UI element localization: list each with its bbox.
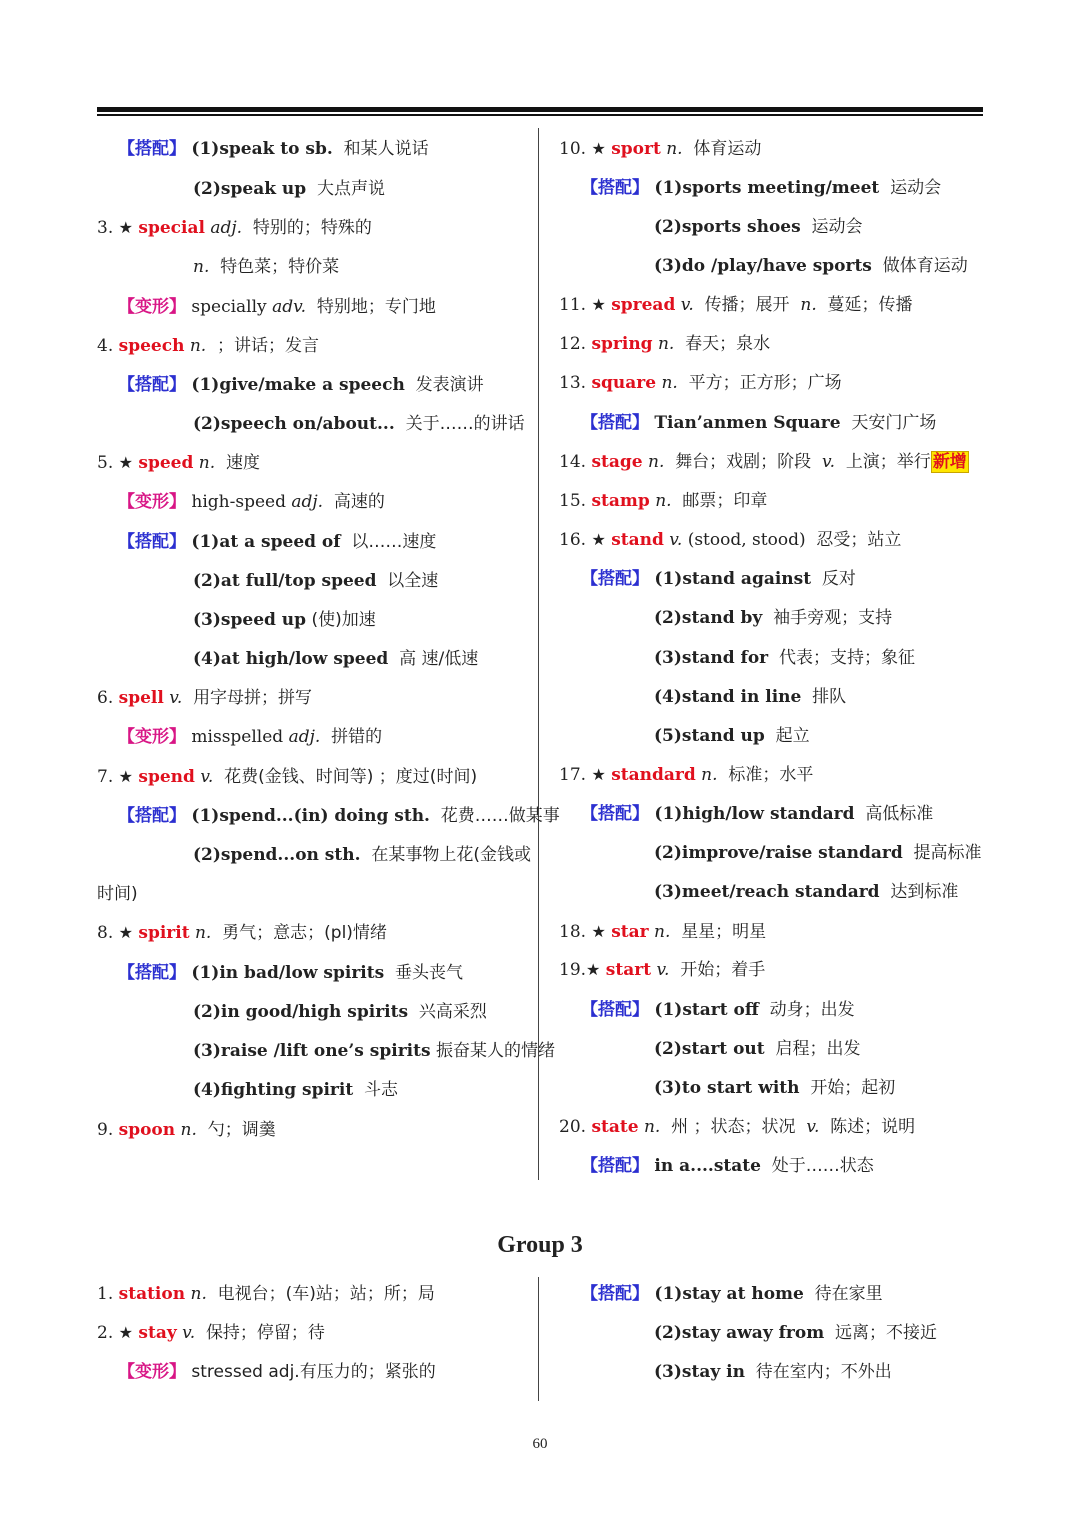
entry-line: (2)spend...on sth. 在某事物上花(金钱或 — [193, 845, 531, 865]
variant-tag: 【变形】 — [118, 492, 186, 512]
collocation-tag: 【搭配】 — [581, 569, 649, 589]
word-entry: 10. ★ sport n. 体育运动 — [559, 139, 762, 159]
word-entry: 6. spell v. 用字母拼；拼写 — [97, 688, 313, 708]
entry-line: 【搭配】 (1)high/low standard 高低标准 — [581, 804, 934, 824]
new-badge: 新增 — [932, 452, 967, 472]
header-rule-thick — [97, 107, 983, 112]
star-icon: ★ — [591, 295, 606, 314]
star-icon: ★ — [586, 960, 601, 979]
word-entry: 17. ★ standard n. 标准；水平 — [559, 765, 814, 785]
collocation-tag: 【搭配】 — [581, 1284, 649, 1304]
word-entry: 15. stamp n. 邮票；印章 — [559, 491, 768, 511]
collocation-tag: 【搭配】 — [118, 375, 186, 395]
page-number: 60 — [532, 1436, 548, 1452]
entry-line: 时间) — [97, 884, 138, 904]
word-entry: 20. state n. 州 ；状态；状况 v. 陈述；说明 — [559, 1117, 916, 1137]
word-entry: 1. station n. 电视台；(车)站；站；所；局 — [97, 1284, 435, 1304]
collocation-tag: 【搭配】 — [118, 139, 186, 159]
entry-line: (2)sports shoes 运动会 — [654, 217, 863, 237]
entry-line: (2)in good/high spirits 兴高采烈 — [193, 1002, 487, 1022]
star-icon: ★ — [118, 767, 133, 786]
star-icon: ★ — [118, 923, 133, 942]
column-divider-bottom — [538, 1277, 539, 1401]
variant-tag: 【变形】 — [118, 1362, 186, 1382]
word-entry: 5. ★ speed n. 速度 — [97, 453, 260, 473]
header-rule-thin — [97, 114, 983, 116]
collocation-tag: 【搭配】 — [581, 1000, 649, 1020]
entry-line: (2)improve/raise standard 提高标准 — [654, 843, 982, 863]
collocation-tag: 【搭配】 — [581, 413, 649, 433]
star-icon: ★ — [591, 922, 606, 941]
column-divider-top — [538, 128, 539, 1180]
entry-line: (3)meet/reach standard 达到标准 — [654, 882, 959, 902]
star-icon: ★ — [591, 530, 606, 549]
star-icon: ★ — [118, 453, 133, 472]
collocation-tag: 【搭配】 — [581, 804, 649, 824]
entry-line: 【搭配】 (1)in bad/low spirits 垂头丧气 — [118, 963, 463, 983]
entry-line: (3)raise /lift one’s spirits 振奋某人的情绪 — [193, 1041, 555, 1061]
word-entry: 9. spoon n. 勺；调羹 — [97, 1120, 276, 1140]
entry-line: 【变形】 stressed adj.有压力的；紧张的 — [118, 1362, 436, 1382]
entry-line: 【搭配】 (1)speak to sb. 和某人说话 — [118, 139, 429, 159]
entry-line: 【变形】 specially adv. 特别地；专门地 — [118, 297, 436, 317]
word-entry: 18. ★ star n. 星星；明星 — [559, 922, 767, 942]
entry-line: (2)speech on/about... 关于……的讲话 — [193, 414, 525, 434]
star-icon: ★ — [118, 218, 133, 237]
entry-line: (2)stand by 袖手旁观；支持 — [654, 608, 893, 628]
collocation-tag: 【搭配】 — [118, 963, 186, 983]
word-entry: 19.★ start v. 开始；着手 — [559, 960, 766, 980]
group-title: Group 3 — [497, 1232, 583, 1258]
entry-line: (2)start out 启程；出发 — [654, 1039, 861, 1059]
entry-line: (4)fighting spirit 斗志 — [193, 1080, 398, 1100]
entry-line: (4)stand in line 排队 — [654, 687, 847, 707]
word-entry: 14. stage n. 舞台；戏剧；阶段 v. 上演；举行 新增 — [559, 452, 967, 472]
entry-line: (3)speed up (使)加速 — [193, 610, 376, 630]
entry-line: 【搭配】 (1)at a speed of 以……速度 — [118, 532, 437, 552]
entry-line: (3)do /play/have sports 做体育运动 — [654, 256, 968, 276]
entry-line: 【变形】 high-speed adj. 高速的 — [118, 492, 385, 512]
entry-line: 【搭配】 (1)start off 动身；出发 — [581, 1000, 855, 1020]
entry-line: 【搭配】 in a....state 处于……状态 — [581, 1156, 874, 1176]
entry-line: (5)stand up 起立 — [654, 726, 810, 746]
collocation-tag: 【搭配】 — [118, 806, 186, 826]
word-entry: 3. ★ special adj. 特别的；特殊的 — [97, 218, 372, 238]
collocation-tag: 【搭配】 — [118, 532, 186, 552]
word-entry: 7. ★ spend v. 花费(金钱、时间等) ；度过(时间) — [97, 767, 478, 787]
variant-tag: 【变形】 — [118, 297, 186, 317]
entry-line: (3)stay in 待在室内；不外出 — [654, 1362, 892, 1382]
entry-line: 【搭配】 Tian’anmen Square 天安门广场 — [581, 413, 937, 433]
word-entry: 4. speech n. ；讲话；发言 — [97, 336, 320, 356]
word-entry: 16. ★ stand v. (stood, stood) 忍受；站立 — [559, 530, 902, 550]
entry-line: (2)speak up 大点声说 — [193, 179, 385, 199]
entry-line: 【搭配】 (1)stay at home 待在家里 — [581, 1284, 883, 1304]
word-entry: 13. square n. 平方；正方形；广场 — [559, 373, 842, 393]
entry-line: (3)to start with 开始；起初 — [654, 1078, 896, 1098]
entry-line: 【搭配】 (1)give/make a speech 发表演讲 — [118, 375, 484, 395]
entry-line: 【变形】 misspelled adj. 拼错的 — [118, 727, 383, 747]
entry-line: n. 特色菜；特价菜 — [193, 257, 340, 277]
entry-line: 【搭配】 (1)sports meeting/meet 运动会 — [581, 178, 942, 198]
word-entry: 12. spring n. 春天；泉水 — [559, 334, 771, 354]
collocation-tag: 【搭配】 — [581, 1156, 649, 1176]
entry-line: (3)stand for 代表；支持；象征 — [654, 648, 915, 668]
star-icon: ★ — [118, 1323, 133, 1342]
collocation-tag: 【搭配】 — [581, 178, 649, 198]
word-entry: 11. ★ spread v. 传播；展开 n. 蔓延；传播 — [559, 295, 913, 315]
word-entry: 8. ★ spirit n. 勇气；意志；(pl)情绪 — [97, 923, 387, 943]
star-icon: ★ — [591, 765, 606, 784]
star-icon: ★ — [591, 139, 606, 158]
entry-line: (2)stay away from 远离；不接近 — [654, 1323, 938, 1343]
word-entry: 2. ★ stay v. 保持；停留；待 — [97, 1323, 325, 1343]
entry-line: 【搭配】 (1)stand against 反对 — [581, 569, 856, 589]
entry-line: 【搭配】 (1)spend...(in) doing sth. 花费……做某事 — [118, 806, 560, 826]
entry-line: (4)at high/low speed 高 速/低速 — [193, 649, 479, 669]
entry-line: (2)at full/top speed 以全速 — [193, 571, 439, 591]
variant-tag: 【变形】 — [118, 727, 186, 747]
